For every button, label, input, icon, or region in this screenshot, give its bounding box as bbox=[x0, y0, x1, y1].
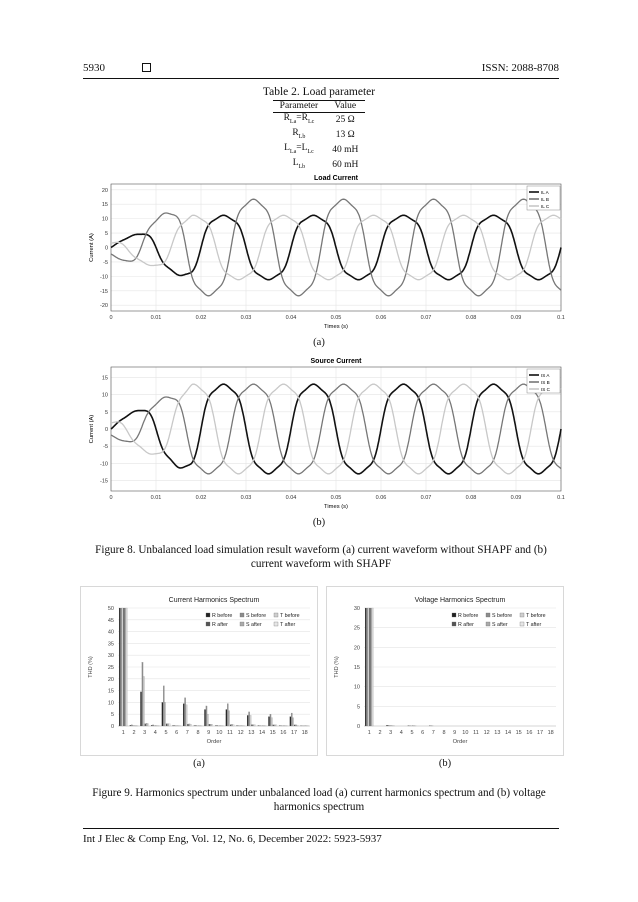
legend-label: S before bbox=[492, 613, 513, 619]
table-cell-value: 13 Ω bbox=[335, 129, 355, 140]
legend-swatch bbox=[520, 622, 524, 626]
bar-r-after bbox=[369, 608, 370, 726]
bar-t-after bbox=[126, 608, 127, 726]
bar-t-after bbox=[276, 725, 277, 726]
x-tick-label: 0.03 bbox=[240, 495, 252, 501]
bar-r-before bbox=[290, 717, 291, 726]
x-axis-label: Order bbox=[206, 739, 222, 745]
x-tick-label: 7 bbox=[185, 730, 189, 736]
x-tick-label: 0.05 bbox=[330, 495, 342, 501]
y-tick-label: 25 bbox=[107, 665, 114, 671]
footer-rule bbox=[83, 828, 559, 829]
bar-r-after bbox=[166, 724, 167, 726]
figure8-sub-a: (a) bbox=[313, 337, 325, 348]
bar-t-before bbox=[143, 676, 144, 726]
x-tick-label: 2 bbox=[378, 730, 382, 736]
bar-t-before bbox=[154, 725, 155, 726]
bar-t-after bbox=[169, 724, 170, 726]
legend-label: S after bbox=[492, 622, 508, 628]
x-tick-label: 15 bbox=[515, 730, 522, 736]
bar-r-before bbox=[162, 702, 163, 726]
bar-s-before bbox=[184, 698, 185, 726]
x-tick-label: 17 bbox=[290, 730, 298, 736]
bar-r-before bbox=[183, 704, 184, 726]
bar-s-after bbox=[295, 725, 296, 726]
x-axis-label: Order bbox=[452, 739, 468, 745]
page-header bbox=[83, 62, 559, 74]
load-parameter-table bbox=[273, 100, 366, 174]
y-tick-label: -5 bbox=[103, 259, 108, 266]
y-tick-label: -5 bbox=[103, 444, 108, 451]
x-tick-label: 15 bbox=[269, 730, 276, 736]
bar-s-after bbox=[189, 724, 190, 726]
x-tick-label: 11 bbox=[473, 730, 479, 736]
bar-r-before bbox=[140, 692, 141, 726]
legend-label: R before bbox=[212, 613, 233, 619]
bar-r-before bbox=[226, 709, 227, 726]
legend-label: R after bbox=[212, 622, 228, 628]
y-tick-label: -10 bbox=[100, 274, 108, 281]
chart-background bbox=[85, 172, 565, 335]
x-tick-label: 10 bbox=[216, 730, 223, 736]
figure9-caption: Figure 9. Harmonics spectrum under unbalanced load (a) current harmonics spectrum and (b) voltage harmonics spectrum bbox=[92, 787, 546, 813]
x-tick-label: 14 bbox=[258, 730, 266, 736]
y-tick-label: 15 bbox=[107, 688, 114, 695]
load-parameter-table-wrap bbox=[0, 100, 638, 174]
x-tick-label: 11 bbox=[227, 730, 233, 736]
x-tick-label: 0.02 bbox=[195, 495, 207, 501]
table-title: Table 2. Load parameter bbox=[262, 86, 376, 98]
bar-t-before bbox=[293, 718, 294, 726]
y-tick-label: 25 bbox=[353, 625, 360, 632]
bar-s-after bbox=[274, 725, 275, 726]
x-tick-label: 5 bbox=[164, 730, 168, 736]
y-tick-label: 30 bbox=[107, 653, 114, 660]
bar-s-before bbox=[227, 704, 228, 726]
x-tick-label: 0.03 bbox=[240, 315, 252, 321]
x-tick-label: 16 bbox=[280, 730, 287, 736]
bar-t-before bbox=[271, 718, 272, 726]
bar-t-after bbox=[190, 724, 191, 726]
x-tick-label: 6 bbox=[175, 730, 179, 736]
bar-s-after bbox=[371, 608, 372, 726]
square-icon bbox=[142, 63, 151, 72]
bar-s-before bbox=[366, 608, 367, 726]
x-tick-label: 0.01 bbox=[150, 315, 162, 321]
table-header-value: Value bbox=[325, 101, 365, 113]
bar-s-after bbox=[146, 723, 147, 726]
y-tick-label: 15 bbox=[353, 665, 360, 671]
table-row bbox=[273, 128, 366, 143]
x-tick-label: 18 bbox=[547, 730, 554, 736]
bar-t-before bbox=[229, 711, 230, 726]
x-tick-label: 0.1 bbox=[557, 495, 565, 501]
table-header-parameter: Parameter bbox=[273, 101, 326, 113]
y-tick-label: 5 bbox=[110, 712, 114, 719]
x-tick-label: 17 bbox=[536, 730, 544, 736]
y-axis-label: THD (%) bbox=[88, 656, 94, 678]
y-tick-label: -15 bbox=[100, 288, 108, 295]
bar-t-after bbox=[254, 725, 255, 726]
bar-r-before bbox=[386, 725, 387, 726]
bar-s-after bbox=[210, 724, 211, 726]
x-tick-label: 4 bbox=[153, 730, 157, 736]
legend-label: T after bbox=[280, 622, 296, 628]
bar-t-before bbox=[207, 714, 208, 726]
x-tick-label: 10 bbox=[462, 730, 469, 736]
x-tick-label: 2 bbox=[132, 730, 136, 736]
source-current-chart bbox=[85, 355, 565, 515]
header-rule bbox=[83, 78, 559, 79]
y-tick-label: 30 bbox=[353, 606, 360, 612]
voltage-harmonics-chart bbox=[326, 586, 564, 756]
x-tick-label: 0.04 bbox=[285, 495, 297, 501]
x-tick-label: 1 bbox=[367, 730, 371, 736]
figure9-sub-a: (a) bbox=[193, 758, 205, 769]
legend-swatch bbox=[274, 622, 278, 626]
footer-citation: Int J Elec & Comp Eng, Vol. 12, No. 6, December 2022: 5923-5937 bbox=[83, 833, 382, 845]
bar-s-before bbox=[270, 714, 271, 726]
chart-title: Load Current bbox=[314, 175, 358, 182]
bar-t-after bbox=[297, 725, 298, 726]
y-axis-label: THD (%) bbox=[334, 656, 340, 678]
chart-title: Current Harmonics Spectrum bbox=[168, 597, 260, 604]
bar-s-after bbox=[231, 724, 232, 726]
bar-s-before bbox=[216, 725, 217, 726]
bar-r-before bbox=[151, 725, 152, 726]
legend-swatch bbox=[452, 613, 456, 617]
bar-t-before bbox=[389, 725, 390, 726]
x-tick-label: 6 bbox=[421, 730, 425, 736]
table-cell-value: 60 mH bbox=[325, 158, 365, 173]
issn: ISSN: 2088-8708 bbox=[481, 62, 559, 74]
y-tick-label: 20 bbox=[107, 676, 114, 683]
x-tick-label: 14 bbox=[504, 730, 512, 736]
table-cell-value: 25 Ω bbox=[335, 114, 355, 125]
bar-t-before bbox=[133, 725, 134, 726]
bar-t-before bbox=[186, 705, 187, 726]
legend-swatch bbox=[452, 622, 456, 626]
y-tick-label: 10 bbox=[101, 392, 108, 399]
bar-t-after bbox=[372, 608, 373, 726]
y-tick-label: 10 bbox=[353, 684, 360, 691]
y-tick-label: 0 bbox=[356, 724, 360, 730]
bar-s-before bbox=[131, 725, 132, 726]
bar-r-before bbox=[130, 725, 131, 726]
y-tick-label: 0 bbox=[104, 245, 108, 252]
bar-t-before bbox=[250, 715, 251, 726]
y-tick-label: -20 bbox=[100, 303, 108, 310]
x-tick-label: 0.08 bbox=[465, 315, 477, 321]
bar-r-before bbox=[247, 715, 248, 726]
bar-s-after bbox=[253, 725, 254, 726]
x-tick-label: 0.1 bbox=[557, 315, 565, 321]
table-cell-param: $R_{La}=R_{Lc}$ bbox=[283, 113, 315, 125]
bar-r-after bbox=[209, 724, 210, 726]
x-tick-label: 0.06 bbox=[375, 495, 387, 501]
x-tick-label: 3 bbox=[143, 730, 147, 736]
bar-s-before bbox=[142, 662, 143, 726]
y-tick-label: -15 bbox=[100, 478, 108, 485]
bar-r-after bbox=[187, 724, 188, 726]
chart-title: Source Current bbox=[310, 358, 362, 365]
x-tick-label: 8 bbox=[442, 730, 446, 736]
y-tick-label: 50 bbox=[107, 606, 114, 612]
legend-swatch bbox=[240, 613, 244, 617]
figure9-sub-b: (b) bbox=[438, 758, 452, 769]
x-tick-label: 0.04 bbox=[285, 315, 297, 321]
x-tick-label: 18 bbox=[301, 730, 308, 736]
bar-r-after bbox=[145, 724, 146, 726]
y-tick-label: 45 bbox=[107, 617, 114, 624]
bar-t-before bbox=[368, 608, 369, 726]
bar-t-before bbox=[122, 608, 123, 726]
x-tick-label: 0.07 bbox=[420, 315, 432, 321]
bar-s-after bbox=[125, 608, 126, 726]
x-tick-label: 0.06 bbox=[375, 315, 387, 321]
y-tick-label: 10 bbox=[101, 216, 108, 223]
bar-r-before bbox=[365, 608, 366, 726]
bar-t-after bbox=[212, 724, 213, 726]
bar-s-before bbox=[291, 713, 292, 726]
figure8-sub-b: (b) bbox=[312, 517, 326, 528]
bar-s-before bbox=[163, 686, 164, 726]
y-tick-label: 0 bbox=[110, 724, 114, 730]
legend-swatch bbox=[486, 613, 490, 617]
legend-label: R before bbox=[458, 613, 479, 619]
x-tick-label: 8 bbox=[196, 730, 200, 736]
legend-label: S before bbox=[246, 613, 267, 619]
x-axis-label: Times (s) bbox=[324, 324, 348, 330]
y-tick-label: 40 bbox=[107, 629, 114, 636]
table-cell-value: 40 mH bbox=[332, 144, 359, 155]
y-tick-label: 20 bbox=[101, 187, 108, 194]
legend-label: T after bbox=[526, 622, 542, 628]
y-tick-label: 15 bbox=[101, 375, 108, 382]
chart-title: Voltage Harmonics Spectrum bbox=[414, 597, 506, 604]
x-tick-label: 0.08 bbox=[465, 495, 477, 501]
y-tick-label: 35 bbox=[107, 641, 114, 648]
bar-t-before bbox=[165, 702, 166, 726]
bar-s-after bbox=[167, 724, 168, 726]
bar-r-after bbox=[273, 725, 274, 726]
y-tick-label: 20 bbox=[353, 645, 360, 652]
y-tick-label: 10 bbox=[107, 700, 114, 707]
x-tick-label: 4 bbox=[399, 730, 403, 736]
legend-swatch bbox=[486, 622, 490, 626]
legend-label: T before bbox=[526, 613, 546, 619]
bar-s-before bbox=[120, 608, 121, 726]
bar-r-before bbox=[119, 608, 120, 726]
bar-s-before bbox=[248, 712, 249, 726]
x-tick-label: 0.05 bbox=[330, 315, 342, 321]
x-tick-label: 5 bbox=[410, 730, 414, 736]
bar-r-after bbox=[251, 725, 252, 726]
y-tick-label: 0 bbox=[104, 427, 108, 433]
x-tick-label: 0.09 bbox=[510, 315, 522, 321]
page-number: 5930 bbox=[83, 62, 105, 74]
figure8-caption: Figure 8. Unbalanced load simulation result waveform (a) current waveform without SHAPF and (b) current waveform with SHAPF bbox=[95, 544, 547, 570]
x-tick-label: 12 bbox=[483, 730, 490, 736]
bar-s-before bbox=[388, 725, 389, 726]
table-row bbox=[273, 113, 366, 128]
table-cell-param: $L_{La}=L_{Lc}$ bbox=[284, 142, 314, 155]
bar-r-after bbox=[230, 725, 231, 726]
x-tick-label: 12 bbox=[237, 730, 244, 736]
table-row bbox=[273, 158, 366, 173]
bar-r-before bbox=[268, 717, 269, 726]
bar-s-before bbox=[195, 725, 196, 726]
y-axis-label: Current (A) bbox=[89, 233, 95, 262]
legend-swatch bbox=[520, 613, 524, 617]
y-tick-label: 5 bbox=[356, 704, 360, 711]
bar-r-after bbox=[294, 725, 295, 726]
legend-label: IS B bbox=[541, 380, 550, 385]
legend-label: R after bbox=[458, 622, 474, 628]
y-tick-label: 15 bbox=[101, 202, 108, 209]
x-tick-label: 13 bbox=[248, 730, 255, 736]
x-tick-label: 1 bbox=[121, 730, 125, 736]
load-current-chart bbox=[85, 172, 565, 335]
x-tick-label: 0.09 bbox=[510, 495, 522, 501]
legend-swatch bbox=[206, 622, 210, 626]
x-tick-label: 3 bbox=[389, 730, 393, 736]
y-axis-label: Current (A) bbox=[89, 414, 95, 444]
bar-t-after bbox=[233, 725, 234, 726]
x-tick-label: 13 bbox=[494, 730, 501, 736]
y-tick-label: -10 bbox=[100, 461, 108, 468]
x-tick-label: 16 bbox=[526, 730, 533, 736]
legend-swatch bbox=[274, 613, 278, 617]
x-axis-label: Times (s) bbox=[324, 504, 348, 510]
legend-label: S after bbox=[246, 622, 262, 628]
legend-swatch bbox=[206, 613, 210, 617]
x-tick-label: 0.01 bbox=[150, 495, 162, 501]
legend-label: IL A bbox=[541, 190, 549, 195]
legend-label: IL B bbox=[541, 197, 550, 202]
x-tick-label: 0 bbox=[109, 495, 113, 501]
legend-label: IL C bbox=[541, 204, 550, 209]
bar-s-before bbox=[152, 725, 153, 726]
x-tick-label: 0.07 bbox=[420, 495, 432, 501]
x-tick-label: 0.02 bbox=[195, 315, 207, 321]
x-tick-label: 0 bbox=[109, 315, 113, 321]
bar-t-after bbox=[148, 724, 149, 726]
bar-s-before bbox=[174, 725, 175, 726]
bar-s-before bbox=[206, 706, 207, 726]
legend-label: IS A bbox=[541, 373, 550, 378]
x-tick-label: 9 bbox=[453, 730, 457, 736]
table-row bbox=[273, 143, 366, 158]
legend-label: IS C bbox=[541, 387, 550, 392]
y-tick-label: 5 bbox=[104, 409, 108, 416]
bar-r-before bbox=[204, 709, 205, 726]
table-cell-param: $L_{Lb}$ bbox=[273, 158, 326, 173]
y-tick-label: 5 bbox=[104, 231, 108, 238]
x-tick-label: 9 bbox=[207, 730, 211, 736]
bar-r-after bbox=[123, 608, 124, 726]
x-tick-label: 7 bbox=[431, 730, 435, 736]
legend-swatch bbox=[240, 622, 244, 626]
current-harmonics-chart bbox=[80, 586, 318, 756]
legend-label: T before bbox=[280, 613, 300, 619]
table-cell-param: $R_{Lb}$ bbox=[292, 127, 306, 140]
